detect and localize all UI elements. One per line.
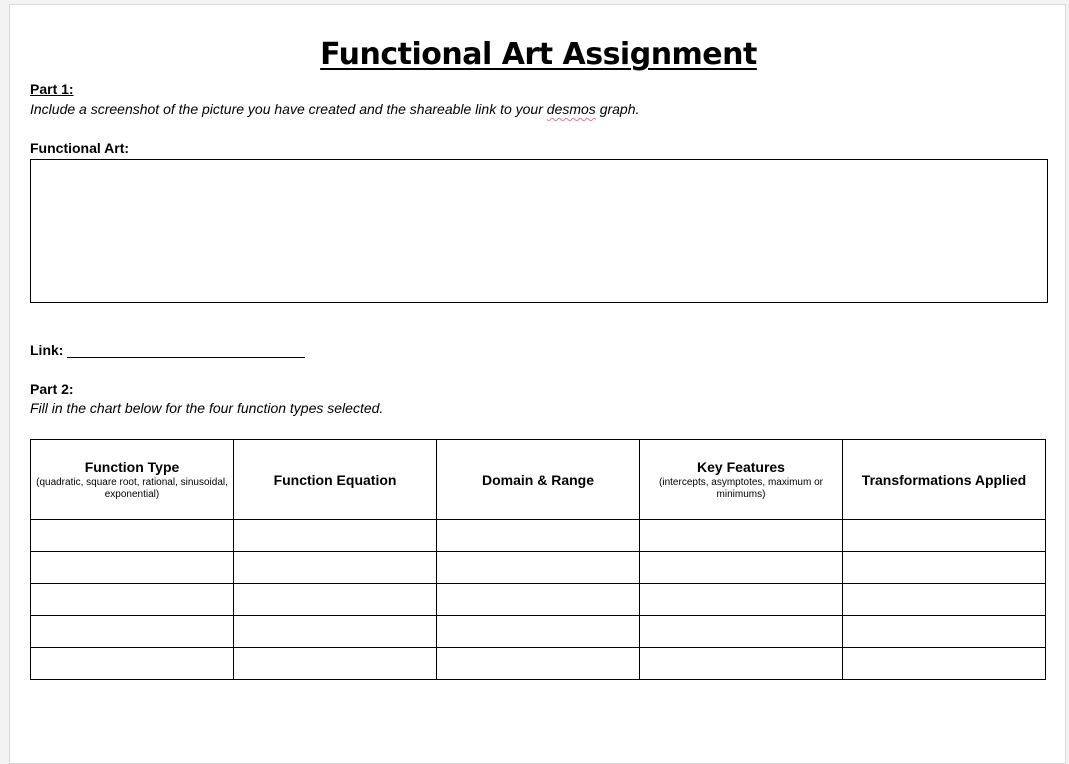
table-row — [31, 584, 1046, 616]
spellcheck-flagged-word[interactable]: desmos — [546, 101, 596, 117]
table-cell[interactable] — [640, 616, 843, 648]
table-cell[interactable] — [437, 648, 640, 680]
table-cell[interactable] — [843, 616, 1046, 648]
header-title: Transformations Applied — [861, 471, 1027, 488]
table-cell[interactable] — [843, 520, 1046, 552]
header-domain-range — [437, 440, 640, 520]
table-cell[interactable] — [437, 520, 640, 552]
table-cell[interactable] — [31, 648, 234, 680]
table-cell[interactable] — [234, 616, 437, 648]
table-cell[interactable] — [843, 648, 1046, 680]
part1-heading: Part 1: — [30, 81, 74, 97]
part2-instruction: Fill in the chart below for the four function types selected. — [30, 400, 384, 416]
table-cell[interactable] — [640, 552, 843, 584]
table-row — [31, 520, 1046, 552]
functional-art-label: Functional Art: — [30, 140, 130, 156]
header-title: Function Type — [84, 458, 180, 475]
table-cell[interactable] — [437, 552, 640, 584]
header-function-type — [31, 440, 234, 520]
table-cell[interactable] — [843, 584, 1046, 616]
link-row — [30, 342, 305, 359]
table-cell[interactable] — [640, 648, 843, 680]
part1-instruction-after: graph. — [595, 101, 640, 117]
table-cell[interactable] — [640, 584, 843, 616]
header-key-features — [640, 440, 843, 520]
header-title: Function Equation — [273, 471, 397, 488]
part2-heading: Part 2: — [30, 381, 74, 397]
table-cell[interactable] — [31, 552, 234, 584]
page-title: Functional Art Assignment — [320, 37, 757, 72]
table-cell[interactable] — [437, 584, 640, 616]
header-subtitle: (quadratic, square root, rational, sinusoidal, exponential) — [36, 476, 228, 500]
table-row — [31, 648, 1046, 680]
header-title: Key Features — [697, 458, 785, 475]
table-row — [31, 616, 1046, 648]
table-cell[interactable] — [234, 648, 437, 680]
function-chart-table — [30, 439, 1046, 680]
part1-instruction-before: Include a screenshot of the picture you have created and the shareable link to your — [30, 101, 547, 117]
table-row — [31, 552, 1046, 584]
header-function-equation — [234, 440, 437, 520]
table-cell[interactable] — [31, 616, 234, 648]
header-title: Domain & Range — [481, 471, 594, 488]
table-cell[interactable] — [640, 520, 843, 552]
header-transformations — [843, 440, 1046, 520]
link-label: Link: — [30, 342, 64, 358]
table-cell[interactable] — [31, 520, 234, 552]
table-cell[interactable] — [234, 520, 437, 552]
header-subtitle: (intercepts, asymptotes, maximum or minimums) — [659, 476, 823, 500]
table-cell[interactable] — [234, 584, 437, 616]
table-header-row — [31, 440, 1046, 520]
functional-art-box[interactable] — [30, 159, 1048, 303]
link-blank-line[interactable] — [67, 343, 305, 358]
document-page — [9, 4, 1066, 764]
table-cell[interactable] — [31, 584, 234, 616]
part1-instruction — [30, 101, 639, 118]
table-cell[interactable] — [437, 616, 640, 648]
table-cell[interactable] — [843, 552, 1046, 584]
table-cell[interactable] — [234, 552, 437, 584]
